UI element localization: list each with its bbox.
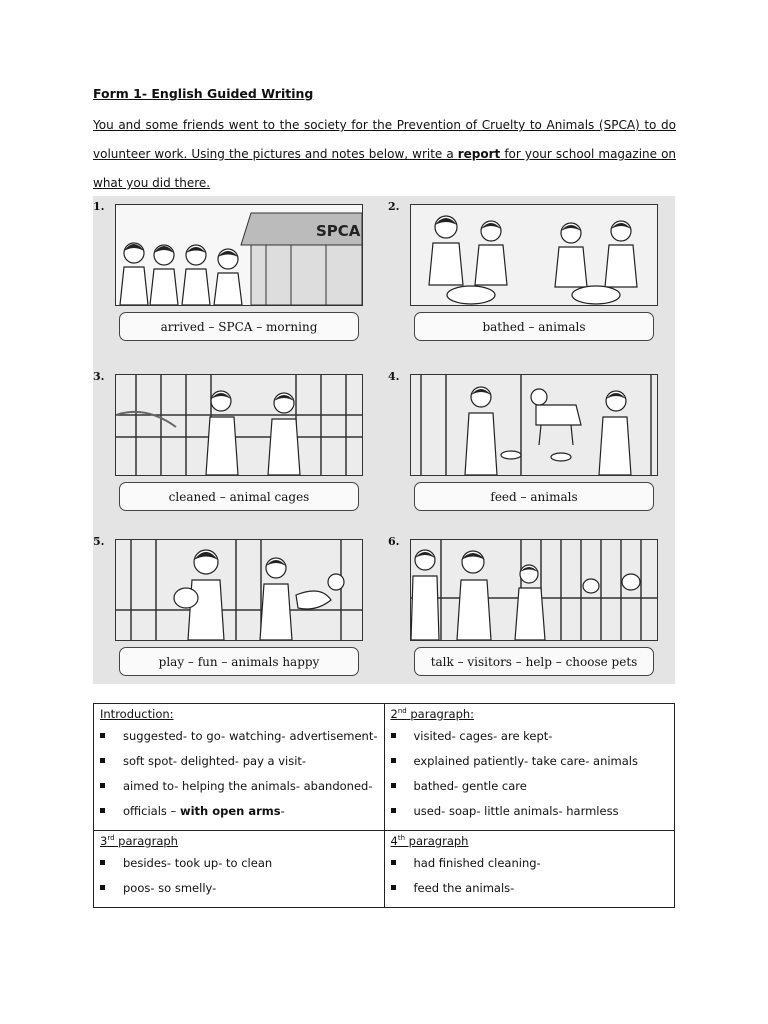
second-paragraph-notes bbox=[391, 724, 669, 824]
note-item: used- soap- little animals- harmless bbox=[391, 799, 669, 824]
picture-panel-6 bbox=[388, 531, 661, 671]
picture-caption: play – fun – animals happy bbox=[119, 647, 359, 676]
heading-text: paragraph: bbox=[406, 707, 475, 721]
note-bold-text: with open arms bbox=[179, 804, 281, 818]
panel-number: 4. bbox=[388, 370, 400, 383]
panel-number: 3. bbox=[93, 370, 105, 383]
heading-suffix: nd bbox=[397, 707, 407, 716]
note-item: soft spot- delighted- pay a visit- bbox=[100, 749, 378, 774]
note-item: visited- cages- are kept- bbox=[391, 724, 669, 749]
heading-suffix: rd bbox=[107, 834, 115, 843]
note-item: suggested- to go- watching- advertisement- bbox=[100, 724, 378, 749]
scene-cleaning-illustration bbox=[115, 374, 363, 476]
picture-panel-2 bbox=[388, 196, 661, 336]
panel-number: 6. bbox=[388, 535, 400, 548]
introduction-notes bbox=[100, 724, 378, 824]
heading-text: paragraph bbox=[114, 834, 178, 848]
scene-bathing-illustration bbox=[410, 204, 658, 306]
worksheet-title: Form 1- English Guided Writing bbox=[93, 86, 314, 101]
instructions-text-2: for your school magazine on what you did there. bbox=[93, 147, 677, 190]
picture-panel-3 bbox=[93, 366, 366, 506]
picture-caption: arrived – SPCA – morning bbox=[119, 312, 359, 341]
note-text: officials – bbox=[123, 804, 180, 818]
heading-suffix: th bbox=[397, 834, 406, 843]
picture-caption: cleaned – animal cages bbox=[119, 482, 359, 511]
note-text: - bbox=[280, 804, 285, 818]
picture-caption: bathed – animals bbox=[414, 312, 654, 341]
second-paragraph-heading bbox=[391, 707, 669, 721]
instructions-emphasis: report bbox=[457, 147, 501, 161]
scene-arrival-illustration bbox=[115, 204, 363, 306]
notes-table bbox=[93, 703, 675, 908]
picture-grid bbox=[93, 196, 675, 684]
note-item: explained patiently- take care- animals bbox=[391, 749, 669, 774]
introduction-cell bbox=[94, 704, 385, 831]
fourth-paragraph-heading bbox=[391, 834, 669, 848]
picture-caption: feed – animals bbox=[414, 482, 654, 511]
scene-feeding-illustration bbox=[410, 374, 658, 476]
instructions-text-1: You and some friends went to the society for the Prevention of Cruelty to Animals (SPCA) to do volunteer work. Using the pictures and notes below, write a bbox=[93, 118, 676, 161]
heading-text: paragraph bbox=[405, 834, 469, 848]
note-item: feed the animals- bbox=[391, 876, 669, 901]
picture-panel-1 bbox=[93, 196, 366, 336]
task-instructions bbox=[93, 111, 676, 198]
scene-visitors-illustration bbox=[410, 539, 658, 641]
note-item: poos- so smelly- bbox=[100, 876, 378, 901]
second-paragraph-cell bbox=[384, 704, 675, 831]
note-item: besides- took up- to clean bbox=[100, 851, 378, 876]
third-paragraph-notes bbox=[100, 851, 378, 901]
picture-caption: talk – visitors – help – choose pets bbox=[414, 647, 654, 676]
note-item: aimed to- helping the animals- abandoned- bbox=[100, 774, 378, 799]
heading-number: 2 bbox=[390, 707, 398, 721]
scene-playing-illustration bbox=[115, 539, 363, 641]
note-item bbox=[100, 799, 378, 824]
heading-number: 4 bbox=[390, 834, 398, 848]
note-item: had finished cleaning- bbox=[391, 851, 669, 876]
spca-sign-text: SPCA bbox=[316, 222, 361, 240]
panel-number: 1. bbox=[93, 200, 105, 213]
introduction-heading: Introduction: bbox=[100, 707, 174, 721]
third-paragraph-heading bbox=[100, 834, 378, 848]
fourth-paragraph-notes bbox=[391, 851, 669, 901]
picture-panel-4 bbox=[388, 366, 661, 506]
heading-number: 3 bbox=[100, 834, 108, 848]
third-paragraph-cell bbox=[94, 831, 385, 908]
panel-number: 5. bbox=[93, 535, 105, 548]
fourth-paragraph-cell bbox=[384, 831, 675, 908]
note-item: bathed- gentle care bbox=[391, 774, 669, 799]
picture-panel-5 bbox=[93, 531, 366, 671]
panel-number: 2. bbox=[388, 200, 400, 213]
